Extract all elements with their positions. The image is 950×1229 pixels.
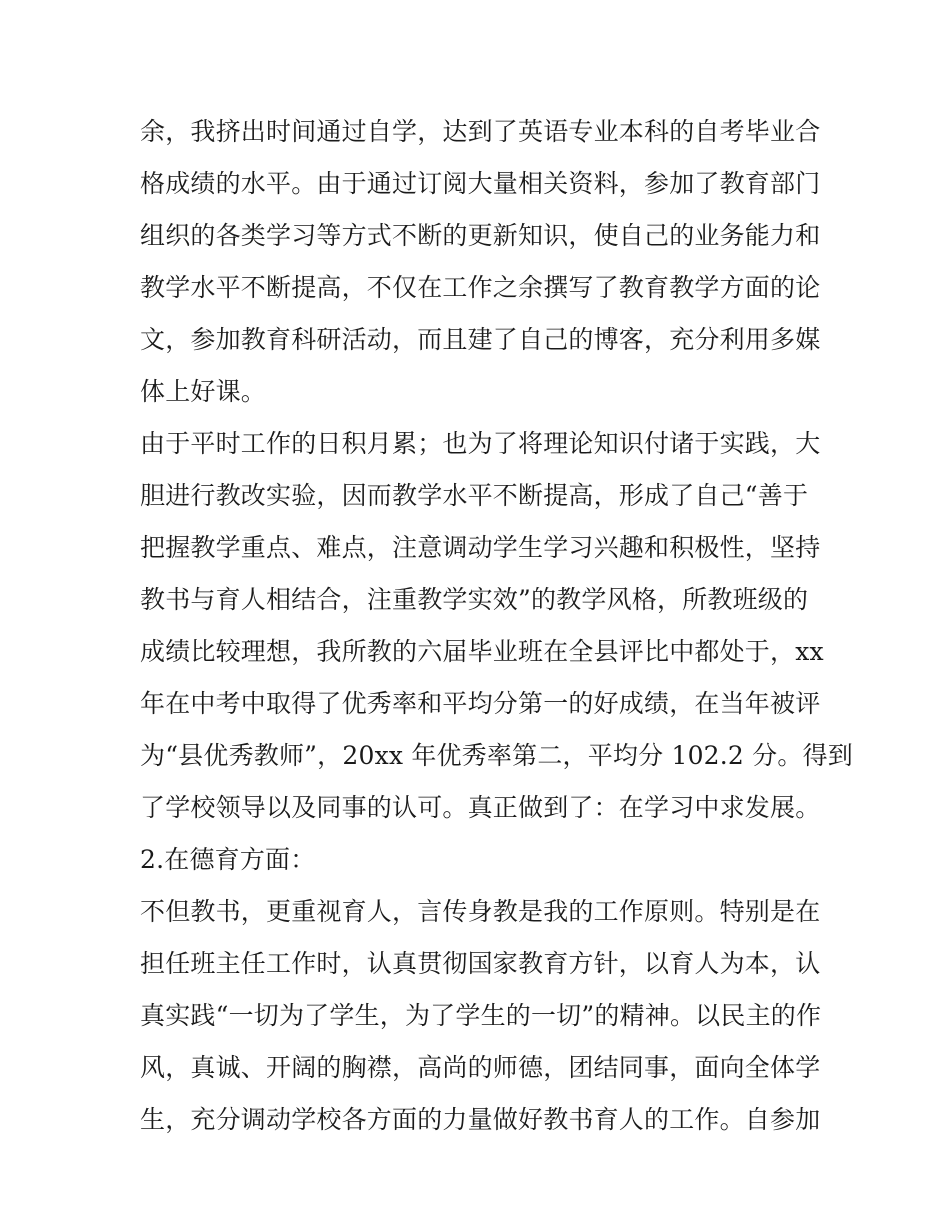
text-line: 年在中考中取得了优秀率和平均分第一的好成绩，在当年被评 xyxy=(140,689,821,718)
text-line: 胆进行教改实验，因而教学水平不断提高，形成了自己“善于 xyxy=(140,481,809,510)
text-line: 成绩比较理想，我所教的六届毕业班在全县评比中都处于，xx xyxy=(140,637,824,666)
text-line: 组织的各类学习等方式不断的更新知识，使自己的业务能力和 xyxy=(140,221,821,250)
text-line: 余，我挤出时间通过自学，达到了英语专业本科的自考毕业合 xyxy=(140,117,821,146)
text-line: 生，充分调动学校各方面的力量做好教书育人的工作。自参加 xyxy=(140,1105,821,1134)
text-line: 教书与育人相结合，注重教学实效”的教学风格，所教班级的 xyxy=(140,585,809,614)
text-line: 把握教学重点、难点，注意调动学生学习兴趣和积极性，坚持 xyxy=(140,533,821,562)
text-line: 由于平时工作的日积月累；也为了将理论知识付诸于实践，大 xyxy=(140,429,821,458)
text-line: 不但教书，更重视育人，言传身教是我的工作原则。特别是在 xyxy=(140,897,821,926)
text-line: 了学校领导以及同事的认可。真正做到了：在学习中求发展。 xyxy=(140,793,821,822)
text-line: 真实践“一切为了学生，为了学生的一切”的精神。以民主的作 xyxy=(140,1001,822,1030)
text-line: 风，真诚、开阔的胸襟，高尚的师德，团结同事，面向全体学 xyxy=(140,1053,821,1082)
section-heading: 2.在德育方面： xyxy=(140,845,316,874)
text-line: 为“县优秀教师”，20xx 年优秀率第二，平均分 102.2 分。得到 xyxy=(140,741,853,770)
text-line: 教学水平不断提高，不仅在工作之余撰写了教育教学方面的论 xyxy=(140,273,821,302)
text-line: 体上好课。 xyxy=(140,377,267,406)
text-line: 文，参加教育科研活动，而且建了自己的博客，充分利用多媒 xyxy=(140,325,821,354)
text-line: 格成绩的水平。由于通过订阅大量相关资料，参加了教育部门 xyxy=(140,169,821,198)
document-body xyxy=(140,106,853,1146)
text-line: 担任班主任工作时，认真贯彻国家教育方针，以育人为本，认 xyxy=(140,949,821,978)
